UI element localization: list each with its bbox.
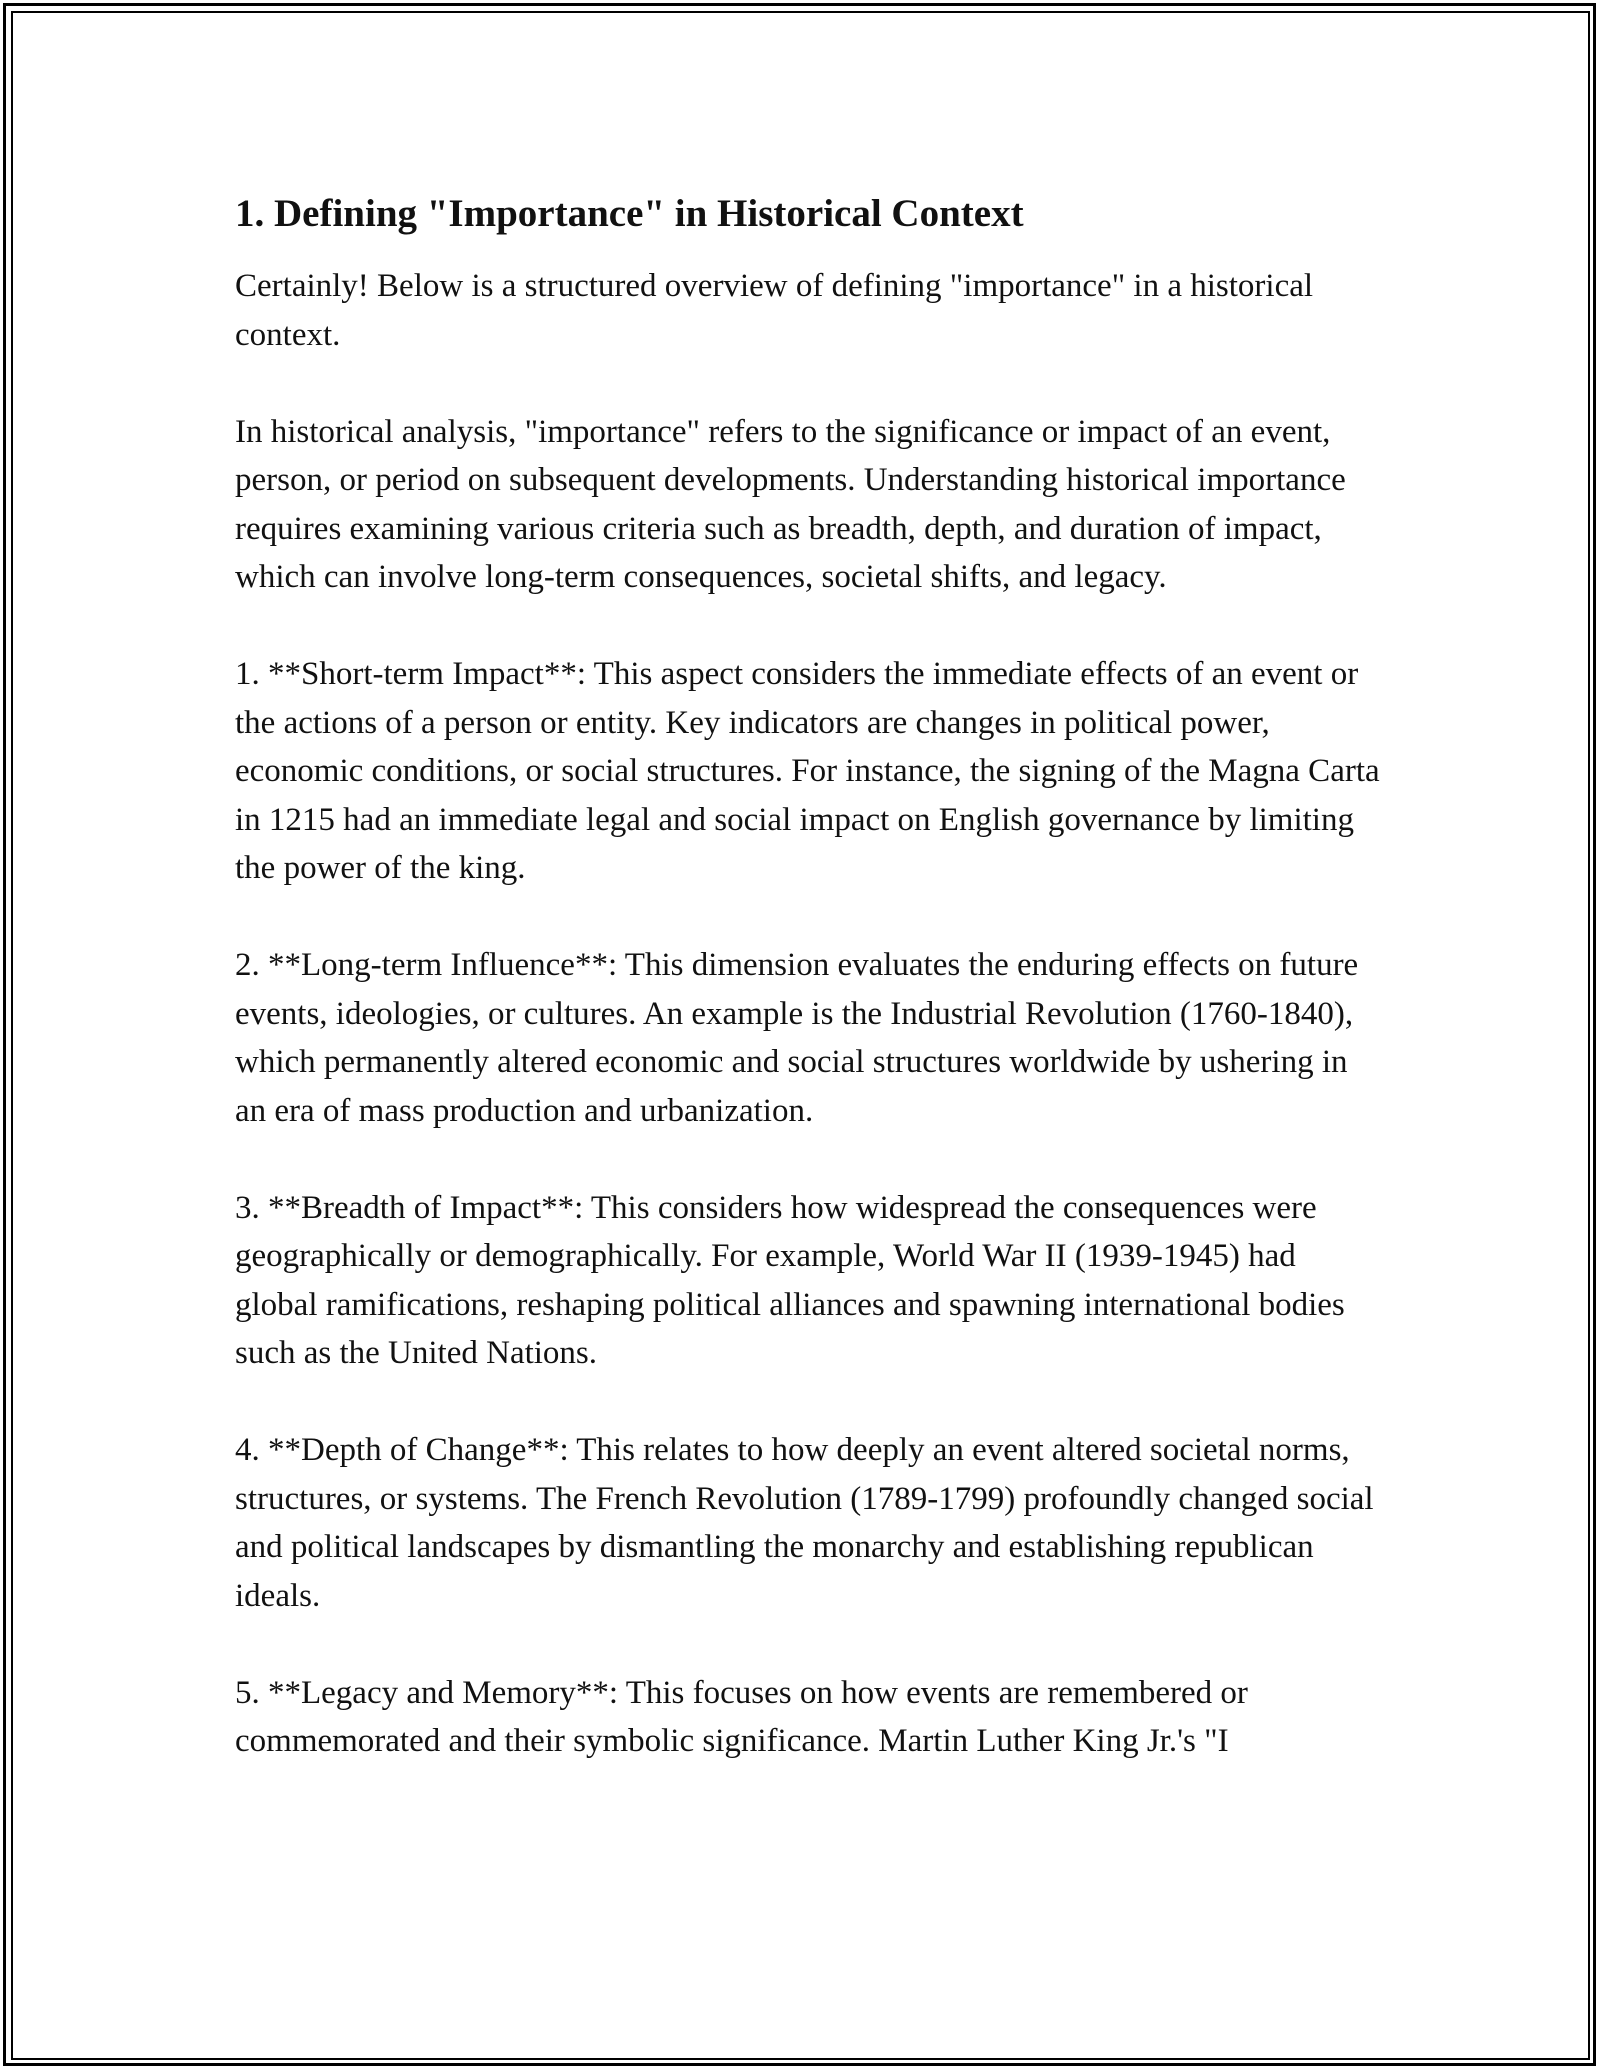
paragraph-depth-of-change: 4. **Depth of Change**: This relates to how deeply an event altered societal norms, structures, or systems. The French Revolution (1789-1799) profoundly changed social and political landscapes by dismantling the monarchy and establishing republican ideals.: [235, 1432, 1374, 1614]
paragraph-definition: In historical analysis, "importance" refers to the significance or impact of an event, person, or period on subsequent developments. Understanding historical importance requires examining various criteria such as breadth, depth, and duration of impact, which can involve long-term consequences, societal shifts, and legacy.: [235, 413, 1346, 595]
paragraph-short-term-impact: 1. **Short-term Impact**: This aspect considers the immediate effects of an event or the actions of a person or entity. Key indicators are changes in political power, economic conditions, or social structures. For instance, the signing of the Magna Carta in 1215 had an immediate legal and social impact on English governance by limiting the power of the king.: [235, 656, 1380, 886]
document-title: 1. Defining "Importance" in Historical Context: [235, 192, 1024, 235]
paragraph-breadth-of-impact: 3. **Breadth of Impact**: This considers how widespread the consequences were geographically or demographically. For example, World War II (1939-1945) had global ramifications, reshaping political alliances and spawning international bodies such as the United Nations.: [235, 1189, 1345, 1371]
paragraph-intro: Certainly! Below is a structured overview of defining "importance" in a historical context.: [235, 268, 1314, 353]
paragraph-legacy-and-memory: 5. **Legacy and Memory**: This focuses on how events are remembered or commemorated and their symbolic significance. Martin Luther King Jr.'s "I: [235, 1674, 1248, 1759]
document-body: [235, 186, 1380, 1814]
paragraph-long-term-influence: 2. **Long-term Influence**: This dimension evaluates the enduring effects on future events, ideologies, or cultures. An example is the Industrial Revolution (1760-1840), which permanently altered economic and social structures worldwide by ushering in an era of mass production and urbanization.: [235, 947, 1359, 1129]
